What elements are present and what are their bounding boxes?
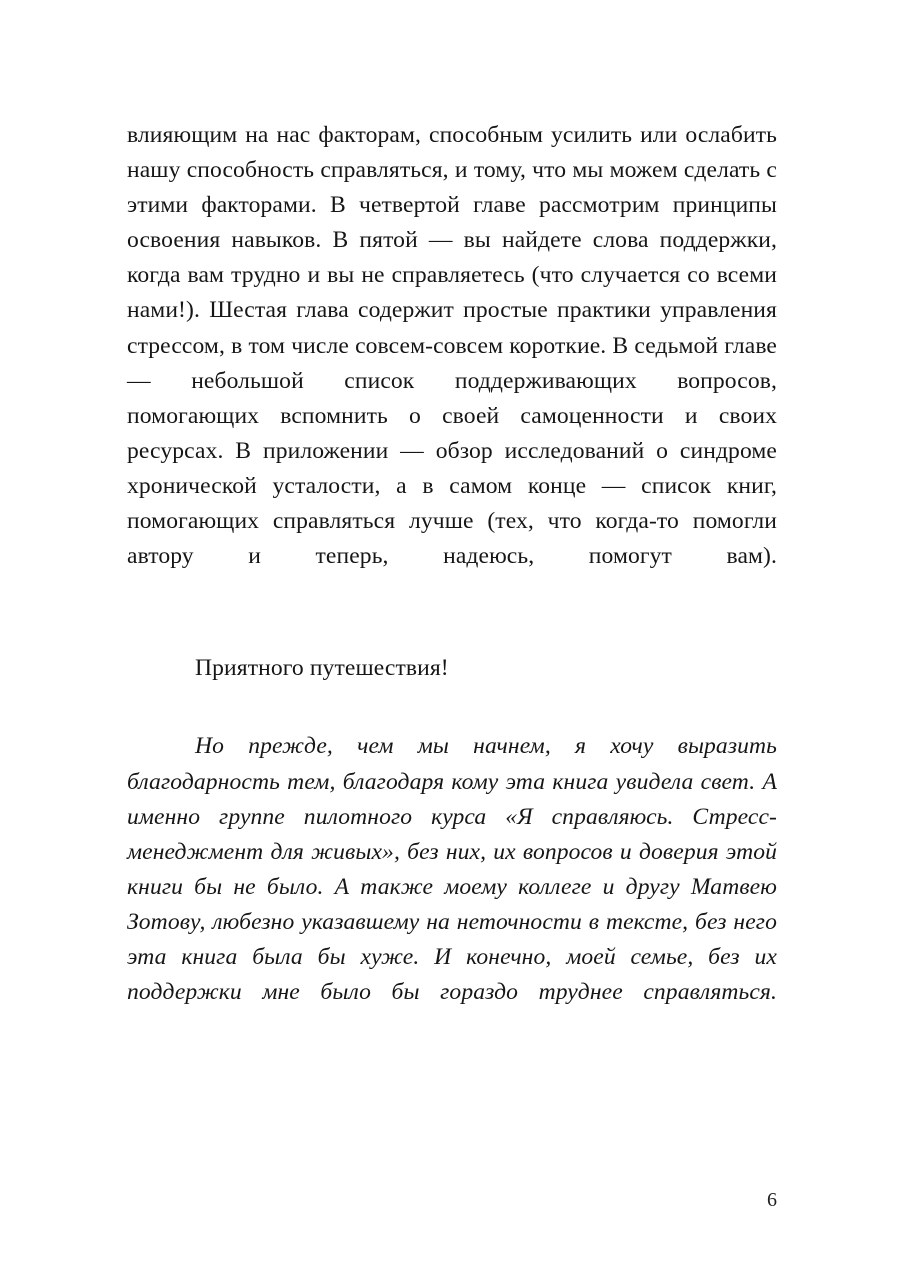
- body-paragraph-continuation: влияющим на нас факторам, способным усилить или ослабить нашу способность справляться, и тому, что мы можем сделать с этими факторами. В четвертой главе рассмотрим принципы освоения навыков. В пятой — вы найдете слова поддержки, когда вам трудно и вы не справляетесь (что случается со всеми нами!). Шестая глава содержит простые практики управления стрессом, в том числе совсем-совсем короткие. В седьмой главе — небольшой список поддерживающих вопросов, помогающих вспомнить о своей самоценности и своих ресурсах. В приложении — обзор исследований о синдроме хронической усталости, а в самом конце — список книг, помогающих справляться лучше (тех, что когда-то помогли автору и теперь, надеюсь, помогут вам).: [127, 122, 777, 570]
- acknowledgements-paragraph: Но прежде, чем мы начнем, я хочу выразить благодарность тем, благодаря кому эта книга увидела свет. А именно группе пилотного курса «Я справляюсь. Стресс-менеджмент для живых», без них, их вопросов и доверия этой книги бы не было. А также моему коллеге и другу Матвею Зотову, любезно указавшему на неточности в тексте, без него эта книга была бы хуже. И конечно, моей семье, без их поддержки мне было бы гораздо труднее справляться.: [127, 733, 777, 1006]
- paragraph-spacer: [127, 609, 777, 651]
- paragraph-spacer: [127, 686, 777, 729]
- greeting-paragraph: Приятного путешествия!: [195, 655, 449, 682]
- page-number: 6: [767, 1189, 777, 1211]
- text-column: [127, 118, 777, 1045]
